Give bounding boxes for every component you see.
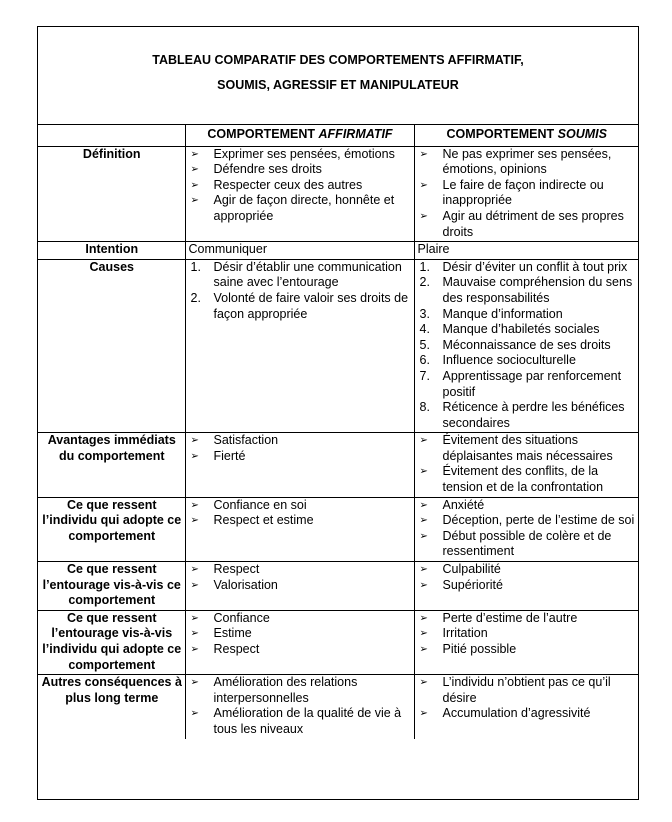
- list-item: [418, 433, 637, 464]
- bullet-arrow-icon: ➢: [190, 708, 199, 720]
- cell-soumis: Plaire: [414, 242, 638, 260]
- bullet-arrow-icon: ➢: [190, 612, 199, 624]
- list-number: 1.: [419, 259, 430, 274]
- cell-soumis: [414, 610, 638, 674]
- bullet-arrow-icon: ➢: [419, 644, 428, 655]
- list-item: [189, 513, 412, 529]
- list-item: [189, 433, 412, 449]
- list-item: [189, 178, 412, 194]
- bullet-arrow-icon: ➢: [190, 179, 199, 191]
- bullet-arrow-icon: ➢: [419, 708, 428, 720]
- list-item: [418, 400, 637, 431]
- list-item-text: Respect: [213, 642, 260, 656]
- list-item: [189, 578, 412, 594]
- row-label: Ce que ressent l’individu qui adopte ce comportement: [38, 497, 185, 561]
- list-item: [418, 353, 637, 369]
- list-number: 1.: [190, 259, 201, 274]
- list-item-text: Confiance en soi: [213, 497, 307, 512]
- bullet-arrow-icon: ➢: [190, 564, 199, 576]
- header-soumis: [414, 125, 638, 146]
- list-item: [189, 675, 412, 706]
- bullet-arrow-icon: ➢: [190, 435, 199, 447]
- list-item-text: Évitement des conflits, de la tension et de la confrontation: [442, 464, 604, 495]
- list-item-text: Apprentissage par renforcement positif: [442, 368, 622, 399]
- list-item: [418, 322, 637, 338]
- list-item-text: Évitement des situations déplaisantes mais nécessaires: [442, 433, 613, 463]
- cell-affirmatif: [185, 259, 414, 433]
- bullet-list: [418, 147, 637, 241]
- list-number: 8.: [419, 400, 430, 415]
- row-ressent-individu: [38, 497, 638, 561]
- list-item-text: Amélioration de la qualité de vie à tous les niveaux: [213, 706, 402, 736]
- numbered-list: [418, 260, 637, 432]
- row-label: Ce que ressent l’entourage vis-à-vis l’individu qui adopte ce comportement: [38, 610, 185, 674]
- bullet-list: [418, 611, 637, 658]
- cell-affirmatif: [185, 146, 414, 242]
- list-item: [418, 209, 637, 240]
- cell-affirmatif: Communiquer: [185, 242, 414, 260]
- cell-affirmatif: [185, 433, 414, 497]
- list-number: 6.: [419, 353, 430, 368]
- list-item-text: Désir d’établir une communication saine avec l’entourage: [213, 259, 402, 290]
- bullet-arrow-icon: ➢: [419, 530, 428, 542]
- list-item-text: Ne pas exprimer ses pensées, émotions, opinions: [442, 146, 612, 177]
- row-label: Définition: [38, 146, 185, 242]
- list-item-text: Amélioration des relations interpersonnelles: [213, 675, 358, 705]
- row-label: Ce que ressent l’entourage vis-à-vis ce comportement: [38, 562, 185, 611]
- title-block: [38, 27, 638, 125]
- list-item-text: Agir de façon directe, honnête et appropriée: [213, 193, 395, 223]
- list-item: [418, 611, 637, 627]
- list-number: 5.: [419, 337, 430, 352]
- bullet-arrow-icon: ➢: [190, 450, 199, 462]
- list-item-text: Respect et estime: [213, 513, 314, 528]
- list-item-text: Irritation: [442, 626, 488, 641]
- list-item-text: Le faire de façon indirecte ou inappropriée: [442, 177, 604, 208]
- list-item: [189, 611, 412, 627]
- header-soumis-prefix: COMPORTEMENT: [446, 127, 558, 141]
- list-item: [418, 498, 637, 514]
- list-item: [189, 162, 412, 178]
- list-item-text: Influence socioculturelle: [442, 353, 576, 368]
- bullet-arrow-icon: ➢: [190, 677, 199, 689]
- list-item-text: Agir au détriment de ses propres droits: [442, 208, 624, 239]
- header-row: [38, 125, 638, 146]
- bullet-arrow-icon: ➢: [419, 435, 428, 447]
- list-item: [418, 675, 637, 706]
- list-item: [418, 178, 637, 209]
- row-ressent-entourage: [38, 562, 638, 611]
- list-item-text: Valorisation: [213, 577, 278, 592]
- cell-affirmatif: [185, 497, 414, 561]
- list-item: [418, 642, 637, 658]
- bullet-list: [189, 562, 412, 593]
- row-label: Autres conséquences à plus long terme: [38, 675, 185, 739]
- document-sheet: [37, 26, 639, 800]
- list-number: 4.: [419, 322, 430, 337]
- list-item: [418, 275, 637, 306]
- bullet-list: [189, 433, 412, 464]
- header-affirmatif-em: AFFIRMATIF: [318, 127, 393, 141]
- bullet-list: [189, 498, 412, 529]
- bullet-arrow-icon: ➢: [419, 564, 428, 576]
- bullet-arrow-icon: ➢: [190, 195, 199, 207]
- list-item: [418, 529, 637, 560]
- list-item-text: Pitié possible: [442, 642, 517, 656]
- bullet-arrow-icon: ➢: [419, 515, 428, 527]
- list-item: [189, 193, 412, 224]
- cell-affirmatif: [185, 610, 414, 674]
- bullet-arrow-icon: ➢: [190, 644, 199, 655]
- row-consequences: [38, 675, 638, 739]
- list-item-text: Satisfaction: [213, 433, 279, 448]
- list-item: [418, 338, 637, 354]
- bullet-arrow-icon: ➢: [190, 164, 199, 176]
- header-empty-cell: [38, 125, 185, 146]
- list-number: 3.: [419, 306, 430, 321]
- list-item: [418, 513, 637, 529]
- bullet-arrow-icon: ➢: [190, 579, 199, 591]
- bullet-arrow-icon: ➢: [419, 148, 428, 160]
- list-item-text: Défendre ses droits: [213, 162, 322, 177]
- list-item-text: Manque d’information: [442, 306, 563, 321]
- list-item: [189, 449, 412, 465]
- row-label: Avantages immédiats du comportement: [38, 433, 185, 497]
- bullet-arrow-icon: ➢: [190, 499, 199, 511]
- list-number: 2.: [190, 290, 201, 305]
- cell-soumis: [414, 562, 638, 611]
- bullet-arrow-icon: ➢: [190, 628, 199, 640]
- row-avantages: [38, 433, 638, 497]
- list-item-text: Début possible de colère et de ressentiment: [442, 528, 612, 559]
- list-item: [189, 562, 412, 578]
- bullet-list: [189, 675, 412, 737]
- list-item-text: Exprimer ses pensées, émotions: [213, 146, 395, 161]
- list-item-text: Culpabilité: [442, 562, 501, 577]
- list-item-text: Supériorité: [442, 577, 503, 592]
- bullet-arrow-icon: ➢: [419, 677, 428, 689]
- bullet-arrow-icon: ➢: [419, 210, 428, 222]
- list-item-text: Perte d’estime de l’autre: [442, 610, 578, 625]
- list-item: [189, 147, 412, 163]
- bullet-list: [418, 675, 637, 722]
- list-item-text: Volonté de faire valoir ses droits de façon appropriée: [213, 290, 409, 321]
- list-item-text: Anxiété: [442, 497, 485, 512]
- bullet-list: [418, 498, 637, 560]
- cell-soumis: [414, 259, 638, 433]
- bullet-arrow-icon: ➢: [419, 179, 428, 191]
- list-item-text: Fierté: [213, 448, 246, 463]
- list-item: [418, 578, 637, 594]
- numbered-list: [189, 260, 412, 322]
- list-item: [418, 147, 637, 178]
- list-item: [418, 307, 637, 323]
- list-item: [418, 706, 637, 722]
- list-item-text: Confiance: [213, 610, 270, 625]
- cell-soumis: [414, 146, 638, 242]
- list-item-text: Mauvaise compréhension du sens des responsabilités: [442, 275, 633, 305]
- title-line-2: SOUMIS, AGRESSIF ET MANIPULATEUR: [217, 78, 459, 92]
- list-item: [189, 642, 412, 658]
- list-item: [418, 464, 637, 495]
- bullet-arrow-icon: ➢: [419, 579, 428, 591]
- cell-affirmatif: [185, 675, 414, 739]
- bullet-arrow-icon: ➢: [419, 628, 428, 640]
- bullet-arrow-icon: ➢: [190, 148, 199, 160]
- header-affirmatif-prefix: COMPORTEMENT: [207, 127, 319, 141]
- list-item: [189, 626, 412, 642]
- list-item-text: Respect: [213, 562, 260, 577]
- list-number: 7.: [419, 368, 430, 383]
- bullet-arrow-icon: ➢: [419, 499, 428, 511]
- list-item-text: Manque d’habiletés sociales: [442, 322, 600, 337]
- header-soumis-em: SOUMIS: [557, 127, 607, 141]
- list-item-text: Réticence à perdre les bénéfices secondaires: [442, 400, 625, 430]
- list-item: [418, 562, 637, 578]
- list-item-text: Désir d’éviter un conflit à tout prix: [442, 259, 628, 274]
- bullet-arrow-icon: ➢: [419, 466, 428, 478]
- cell-soumis: [414, 675, 638, 739]
- bullet-list: [189, 147, 412, 225]
- list-item: [418, 369, 637, 400]
- list-item: [418, 626, 637, 642]
- list-item: [189, 260, 412, 291]
- list-item: [189, 498, 412, 514]
- row-entourage-individu: [38, 610, 638, 674]
- list-item: [189, 291, 412, 322]
- bullet-arrow-icon: ➢: [190, 515, 199, 527]
- list-item-text: Méconnaissance de ses droits: [442, 337, 611, 352]
- cell-soumis: [414, 433, 638, 497]
- bullet-arrow-icon: ➢: [419, 612, 428, 624]
- bullet-list: [189, 611, 412, 658]
- list-item-text: L’individu n’obtient pas ce qu’il désire: [442, 675, 611, 705]
- bullet-list: [418, 562, 637, 593]
- list-item-text: Estime: [213, 626, 252, 641]
- row-label: Causes: [38, 259, 185, 433]
- title-line-1: TABLEAU COMPARATIF DES COMPORTEMENTS AFFIRMATIF,: [152, 53, 524, 67]
- row-intention: [38, 242, 638, 260]
- cell-affirmatif: [185, 562, 414, 611]
- header-affirmatif: [185, 125, 414, 146]
- comparison-table: [38, 125, 638, 739]
- row-causes: [38, 259, 638, 433]
- list-item-text: Déception, perte de l’estime de soi: [442, 513, 635, 528]
- bullet-list: [418, 433, 637, 495]
- list-item: [189, 706, 412, 737]
- list-number: 2.: [419, 275, 430, 290]
- row-label: Intention: [38, 242, 185, 260]
- cell-soumis: [414, 497, 638, 561]
- row-definition: [38, 146, 638, 242]
- list-item: [418, 260, 637, 276]
- list-item-text: Accumulation d’agressivité: [442, 706, 591, 721]
- list-item-text: Respecter ceux des autres: [213, 177, 363, 192]
